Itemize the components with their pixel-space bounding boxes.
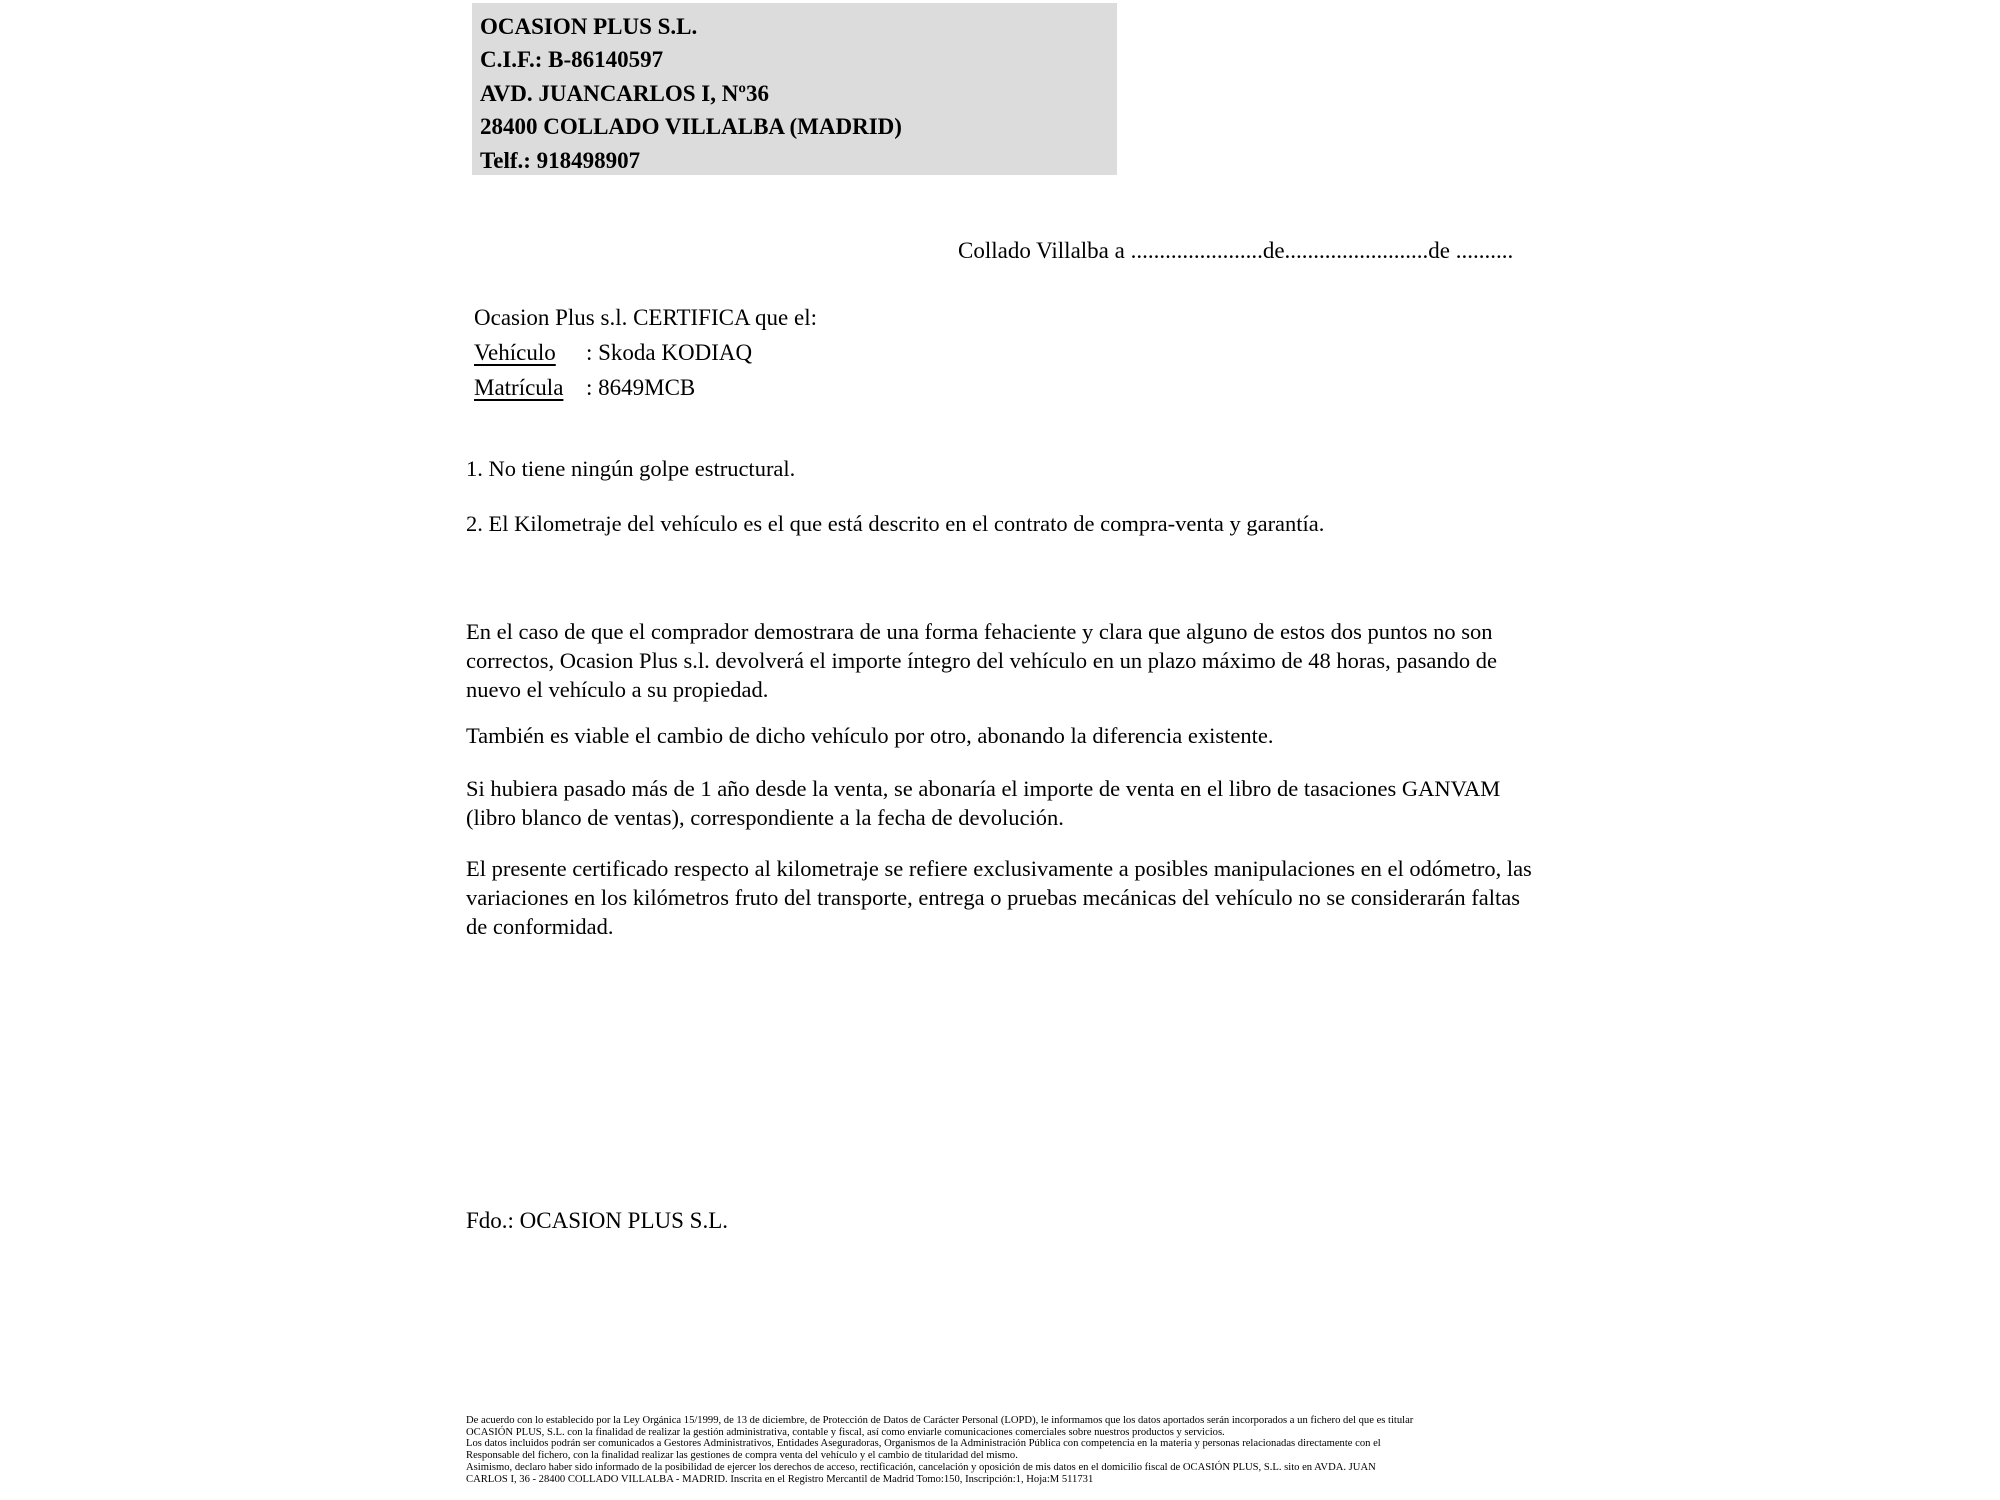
plate-label: Matrícula <box>474 375 564 400</box>
legal-footer-block <box>466 1415 1576 1485</box>
letterhead-cif: C.I.F.: B-86140597 <box>480 47 664 73</box>
date-fill-in-line: Collado Villalba a .......................de.........................de .......... <box>958 238 1514 263</box>
signature-line: Fdo.: OCASION PLUS S.L. <box>466 1208 728 1233</box>
vehicle-value: : Skoda KODIAQ <box>586 340 753 365</box>
legal-footer-line: Responsable del fichero, con la finalidad realizar las gestiones de compra venta del vehículo y el cambio de titularidad del mismo. <box>466 1450 1018 1462</box>
plate-row <box>474 370 817 405</box>
letterhead-block <box>472 3 1117 175</box>
odometer-paragraph: El presente certificado respecto al kilometraje se refiere exclusivamente a posibles manipulaciones en el odómetro, las variaciones en los kilómetros fruto del transporte, entrega o pruebas mecánicas del vehículo no se considerarán faltas de conformidad. <box>466 856 1532 939</box>
letterhead-address: AVD. JUANCARLOS I, Nº36 <box>480 80 769 106</box>
letterhead-company-name: OCASION PLUS S.L. <box>480 14 698 39</box>
plate-value: : 8649MCB <box>586 375 696 400</box>
condition-item-2: 2. El Kilometraje del vehículo es el que está descrito en el contrato de compra-venta y garantía. <box>466 511 1325 536</box>
letterhead-phone: Telf.: 918498907 <box>480 147 641 173</box>
vehicle-row <box>474 335 817 370</box>
condition-item-1: 1. No tiene ningún golpe estructural. <box>466 456 796 481</box>
legal-footer-line: Los datos incluidos podrán ser comunicados a Gestores Administrativos, Entidades Aseguradoras, Organismos de la Administración Pública con competencia en la materia y personas relacionadas directamente con el <box>466 1438 1381 1450</box>
ganvam-paragraph: Si hubiera pasado más de 1 año desde la venta, se abonaría el importe de venta en el libro de tasaciones GANVAM (libro blanco de ventas), correspondiente a la fecha de devolución. <box>466 776 1501 830</box>
certification-block <box>474 300 817 405</box>
letterhead-city: 28400 COLLADO VILLALBA (MADRID) <box>480 114 902 140</box>
legal-footer-line: CARLOS I, 36 - 28400 COLLADO VILLALBA - MADRID. Inscrita en el Registro Mercantil de Madrid Tomo:150, Inscripción:1, Hoja:M 511731 <box>466 1473 1094 1485</box>
exchange-paragraph: También es viable el cambio de dicho vehículo por otro, abonando la diferencia existente. <box>466 723 1274 748</box>
vehicle-label: Vehículo <box>474 340 556 365</box>
legal-footer-line: De acuerdo con lo establecido por la Ley Orgánica 15/1999, de 13 de diciembre, de Protección de Datos de Carácter Personal (LOPD), le informamos que los datos aportados serán incorporados a un fichero del que es titular <box>466 1415 1414 1426</box>
legal-footer-line: Asimismo, declaro haber sido informado de la posibilidad de ejercer los derechos de acceso, rectificación, cancelación y oposición de mis datos en el domicilio fiscal de OCASIÓN PLUS, S.L. sito en AVDA. JUAN <box>466 1461 1376 1473</box>
certify-intro: Ocasion Plus s.l. CERTIFICA que el: <box>474 305 817 330</box>
legal-footer-line: OCASIÓN PLUS, S.L. con la finalidad de realizar la gestión administrativa, contable y fiscal, así como enviarle comunicaciones comerciales sobre nuestros productos y servicios. <box>466 1426 1225 1438</box>
refund-paragraph: En el caso de que el comprador demostrara de una forma fehaciente y clara que alguno de estos dos puntos no son correctos, Ocasion Plus s.l. devolverá el importe íntegro del vehículo en un plazo máximo de 48 horas, pasando de nuevo el vehículo a su propiedad. <box>466 619 1497 702</box>
